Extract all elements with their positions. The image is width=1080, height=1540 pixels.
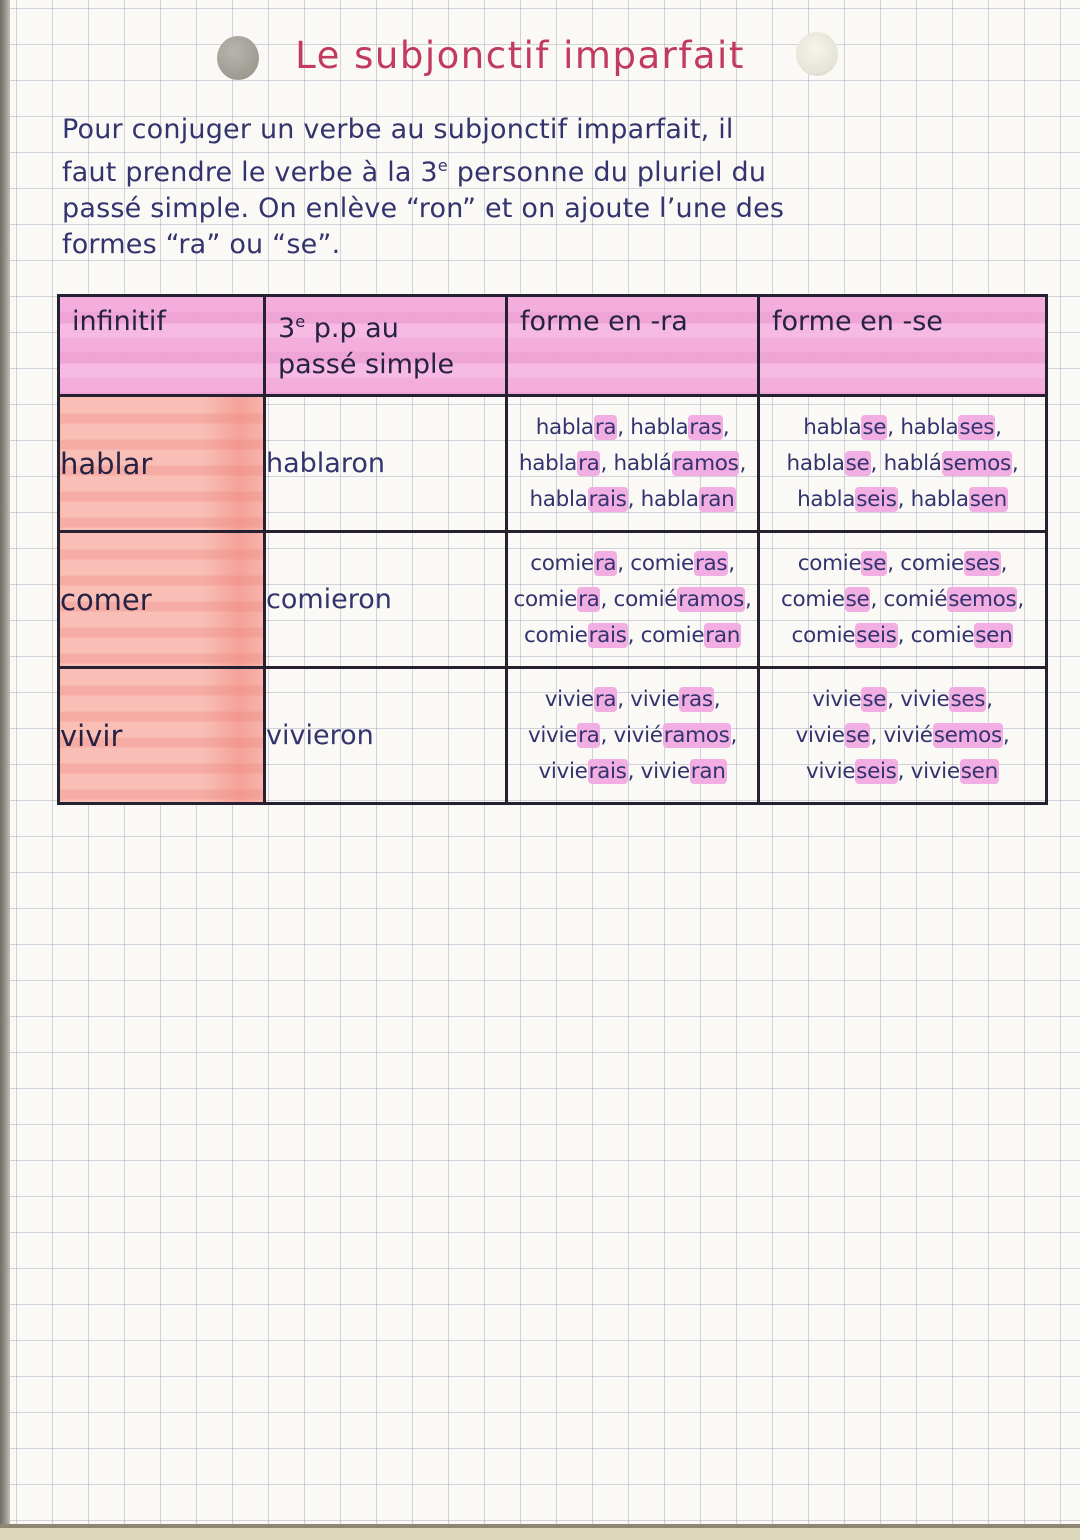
highlighted-ending: ran xyxy=(705,622,741,648)
conjugation-line: hablara, habláramos, xyxy=(518,450,747,476)
conjugation-line: comieseis, comiesen xyxy=(791,622,1013,648)
highlighted-ending: sen xyxy=(969,486,1007,512)
row-hablar xyxy=(59,396,1047,532)
page-left-edge xyxy=(0,0,10,1524)
highlighted-ending: ra xyxy=(578,722,600,748)
row-vivir xyxy=(59,668,1047,804)
highlighted-ending: ran xyxy=(699,486,735,512)
highlighted-ending: se xyxy=(862,550,887,576)
highlighted-ending: ra xyxy=(594,686,617,712)
highlighted-ending: ra xyxy=(594,550,617,576)
highlighted-ending: semos xyxy=(948,586,1017,612)
conjugation-line: comiera, comieras, xyxy=(530,550,735,576)
header-forme-se: forme en -se xyxy=(759,296,1047,396)
highlighted-ending: rais xyxy=(588,486,627,512)
conjugation-line: viviera, vivieras, xyxy=(544,686,721,712)
header-forme-ra: forme en -ra xyxy=(507,296,759,396)
conjugation-line: viviese, viviésemos, xyxy=(795,722,1010,748)
cell-infinitive: hablar xyxy=(59,396,265,532)
conjugation-table-body xyxy=(59,396,1047,804)
desk-surface xyxy=(0,1524,1080,1540)
conjugation-table xyxy=(57,294,1048,805)
highlighted-ending: ses xyxy=(964,550,1000,576)
conjugation-line: comiese, comiésemos, xyxy=(781,586,1024,612)
cell-forme-se xyxy=(759,396,1047,532)
highlighted-ending: semos xyxy=(933,722,1002,748)
row-comer xyxy=(59,532,1047,668)
cell-forme-ra xyxy=(507,668,759,804)
highlighted-ending: se xyxy=(862,414,887,440)
highlighted-ending: seis xyxy=(856,622,897,648)
conjugation-line: vivierais, vivieran xyxy=(538,758,726,784)
highlighted-ending: se xyxy=(845,450,870,476)
highlighted-ending: ramos xyxy=(678,586,745,612)
conjugation-line: hablaseis, hablasen xyxy=(797,486,1007,512)
highlighted-ending: seis xyxy=(856,758,897,784)
intro-line-4: formes “ra” ou “se”. xyxy=(62,229,341,260)
conjugation-line: comierais, comieran xyxy=(523,622,741,648)
cell-forme-ra xyxy=(507,396,759,532)
intro-line-1: Pour conjuger un verbe au subjonctif imparfait, il xyxy=(62,114,734,145)
conjugation-line: vivieseis, viviesen xyxy=(806,758,998,784)
highlighted-ending: ses xyxy=(959,414,995,440)
conjugation-line: viviera, viviéramos, xyxy=(527,722,738,748)
highlighted-ending: rais xyxy=(588,758,627,784)
highlighted-ending: rais xyxy=(588,622,627,648)
conjugation-line: comiese, comieses, xyxy=(797,550,1008,576)
conjugation-line: hablarais, hablaran xyxy=(529,486,735,512)
highlighted-ending: ra xyxy=(578,586,600,612)
conjugation-line: hablase, hablases, xyxy=(803,414,1002,440)
conjugation-line: viviese, vivieses, xyxy=(812,686,993,712)
highlighted-ending: sen xyxy=(960,758,998,784)
highlighted-ending: ses xyxy=(950,686,986,712)
highlighted-ending: sen xyxy=(975,622,1013,648)
notebook-page xyxy=(10,0,1080,1524)
cell-forme-se xyxy=(759,532,1047,668)
highlighted-ending: se xyxy=(845,722,870,748)
highlighted-ending: se xyxy=(845,586,870,612)
conjugation-line: comiera, comiéramos, xyxy=(513,586,752,612)
highlighted-ending: ras xyxy=(680,686,713,712)
header-preterite: 3e p.p au passé simple xyxy=(265,296,507,396)
page-title: Le subjonctif imparfait xyxy=(295,34,745,77)
intro-paragraph xyxy=(62,112,1047,263)
cell-infinitive: comer xyxy=(59,532,265,668)
intro-line-3: passé simple. On enlève “ron” et on ajoute l’une des xyxy=(62,193,785,224)
header-infinitive: infinitif xyxy=(59,296,265,396)
highlighted-ending: ra xyxy=(578,450,600,476)
highlighted-ending: ras xyxy=(689,414,722,440)
intro-line-2: faut prendre le verbe à la 3e personne du pluriel du xyxy=(62,156,767,188)
cell-preterite-3pp: hablaron xyxy=(265,396,507,532)
conjugation-table-head xyxy=(59,296,1047,396)
highlighted-ending: semos xyxy=(942,450,1011,476)
highlighted-ending: ramos xyxy=(672,450,739,476)
cell-preterite-3pp: comieron xyxy=(265,532,507,668)
cell-forme-se xyxy=(759,668,1047,804)
highlighted-ending: seis xyxy=(856,486,897,512)
highlighted-ending: ramos xyxy=(663,722,730,748)
conjugation-line: hablara, hablaras, xyxy=(535,414,730,440)
highlighted-ending: ran xyxy=(690,758,726,784)
cell-forme-ra xyxy=(507,532,759,668)
highlighted-ending: se xyxy=(862,686,887,712)
highlighted-ending: ras xyxy=(694,550,728,576)
cell-preterite-3pp: vivieron xyxy=(265,668,507,804)
cell-infinitive: vivir xyxy=(59,668,265,804)
conjugation-line: hablase, hablásemos, xyxy=(786,450,1019,476)
highlighted-ending: ra xyxy=(594,414,617,440)
